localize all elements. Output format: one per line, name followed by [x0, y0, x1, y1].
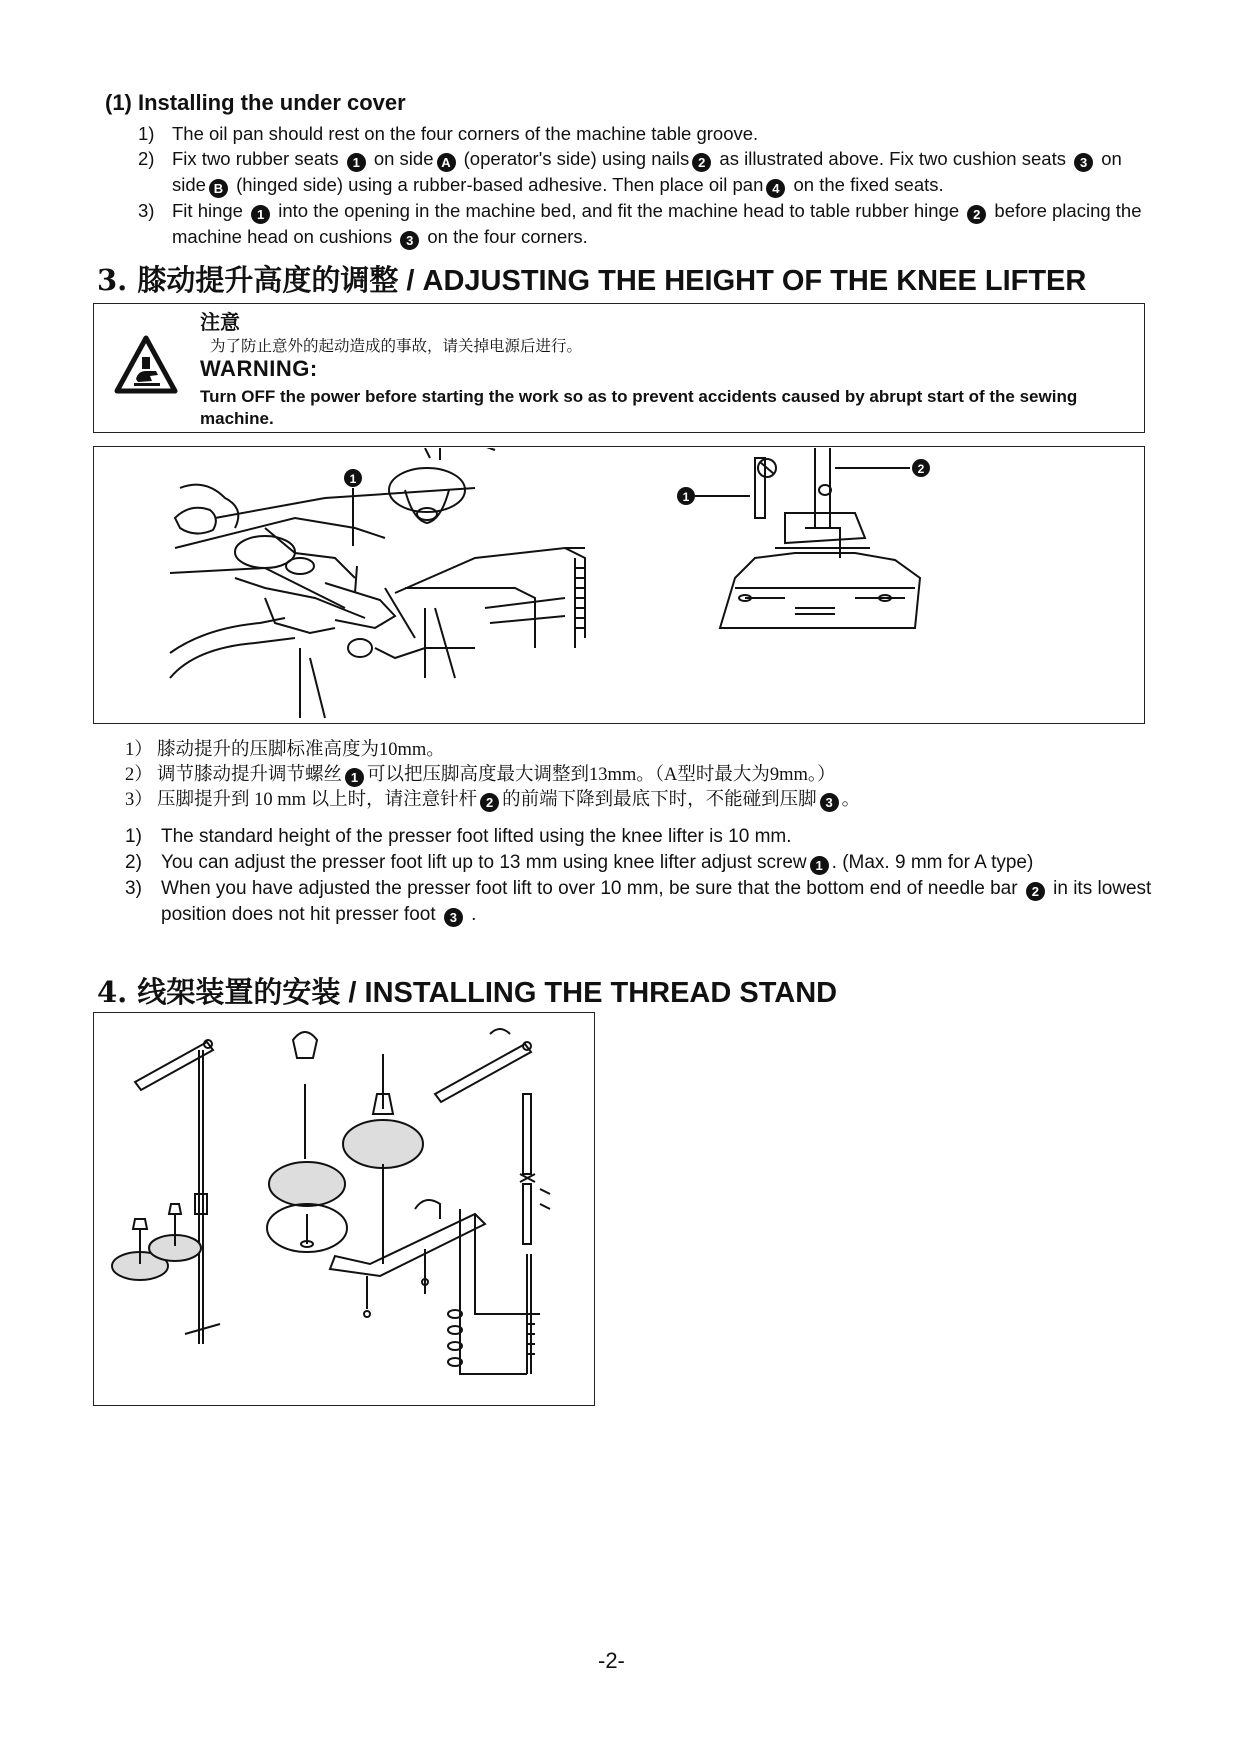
callout-badge: 1: [345, 768, 364, 787]
list-item-text: [157, 788, 860, 813]
callout-badge: 1: [810, 856, 829, 875]
callout-badge: 3: [1074, 153, 1093, 172]
callout-badge: 2: [967, 205, 986, 224]
callout-badge: 3: [820, 793, 839, 812]
text-run: The standard height of the presser foot lifted using the knee lifter is 10 mm.: [161, 826, 792, 847]
text-run: in its lowest position does not hit presser foot: [161, 878, 1152, 925]
knee-lifter-illustration: [95, 448, 1143, 722]
thread-stand-illustration: [95, 1014, 593, 1404]
callout-badge: 1: [347, 153, 366, 172]
text-run: 调节膝动提升调节螺丝: [157, 765, 343, 785]
text-run: 压脚提升到 10 mm 以上时，请注意针杆: [157, 790, 478, 810]
section-1-title: (1) Installing the under cover: [105, 90, 406, 115]
text-run: (hinged side) using a rubber-based adhesive. Then place oil pan: [230, 174, 764, 195]
list-item-text: [161, 876, 1155, 928]
section-3-heading: 3. 膝动提升高度的调整 / ADJUSTING THE HEIGHT OF THE KNEE LIFTER: [97, 263, 1087, 297]
cn-instructions: [125, 738, 1145, 813]
text-run: on side: [368, 148, 434, 169]
list-item: 3) Fit hinge 1 into the opening in the machine bed, and fit the machine head to table rubber hinge 2 before placing the machine head on cushions 3 on the four corners.: [138, 198, 1158, 250]
text-run: 。: [841, 790, 861, 810]
text-run: before placing the machine head on cushions: [172, 200, 1142, 247]
text-run: When you have adjusted the presser foot lift to over 10 mm, be sure that the bottom end of needle bar: [161, 878, 1023, 899]
callout-badge: 3: [444, 908, 463, 927]
callout-badge: B: [209, 179, 228, 198]
list-item: 3) When you have adjusted the presser foot lift to over 10 mm, be sure that the bottom end of needle bar 2 in its lowest position does not hit presser foot 3 .: [125, 876, 1155, 928]
callout-badge: 3: [400, 231, 419, 250]
text-run: You can adjust the presser foot lift up to 13 mm using knee lifter adjust screw: [161, 852, 807, 873]
list-item: 3） 压脚提升到 10 mm 以上时，请注意针杆 2 的前端下降到最底下时，不能碰到压脚 3 。: [125, 788, 1145, 813]
list-item: 1） 膝动提升的压脚标准高度为10mm。: [125, 738, 1145, 763]
callout-badge: A: [437, 153, 456, 172]
list-item: 1) The oil pan should rest on the four corners of the machine table groove.: [138, 121, 1158, 146]
text-run: . (Max. 9 mm for A type): [831, 852, 1034, 873]
list-item-text: [161, 824, 792, 850]
list-item-text: [172, 146, 1158, 198]
text-run: 膝动提升的压脚标准高度为10mm。: [157, 740, 445, 760]
text-run: on the fixed seats.: [788, 174, 944, 195]
warning-cn-text: 为了防止意外的起动造成的事故，请关掉电源后进行。: [210, 337, 583, 355]
text-run: The oil pan should rest on the four corners of the machine table groove.: [172, 123, 759, 144]
callout-badge: 1: [682, 490, 690, 504]
section-1-list: [138, 121, 1158, 250]
hand-crush-warning-icon: [114, 335, 178, 395]
text-run: 的前端下降到最底下时，不能碰到压脚: [502, 790, 817, 810]
warning-en-text: Turn OFF the power before starting the work so as to prevent accidents caused by abrupt start of the sewing machine.: [200, 387, 1078, 428]
text-run: on side: [172, 148, 1122, 195]
callout-badge: 1: [349, 472, 357, 486]
text-run: 可以把压脚高度最大调整到13mm。（A型时最大为9mm。）: [367, 765, 836, 785]
list-item: 2) Fix two rubber seats 1 on side A (operator's side) using nails 2 as illustrated above. Fix two cushion seats 3 on side B (hinged side) using a rubber-based adhesive. Then place oil pan 4 on the fixed seats.: [138, 146, 1158, 198]
list-item: 2) You can adjust the presser foot lift up to 13 mm using knee lifter adjust screw 1 . (Max. 9 mm for A type): [125, 850, 1155, 876]
page-number: -2-: [598, 1648, 625, 1673]
list-item: 1) The standard height of the presser foot lifted using the knee lifter is 10 mm.: [125, 824, 1155, 850]
callout-badge: 2: [1026, 882, 1045, 901]
text-run: (operator's side) using nails: [458, 148, 690, 169]
warning-cn-title: 注意: [200, 310, 240, 334]
callout-badge: 2: [480, 793, 499, 812]
text-run: Fix two rubber seats: [172, 148, 344, 169]
callout-badge: 2: [692, 153, 711, 172]
text-run: .: [465, 904, 477, 925]
text-run: on the four corners.: [422, 226, 588, 247]
list-item-text: [161, 850, 1033, 876]
en-instructions: [125, 824, 1155, 928]
text-run: Fit hinge: [172, 200, 249, 221]
callout-badge: 1: [251, 205, 270, 224]
callout-badge: 4: [766, 179, 785, 198]
list-item-text: [172, 198, 1158, 250]
list-item-text: [157, 738, 445, 763]
text-run: as illustrated above. Fix two cushion seats: [714, 148, 1072, 169]
callout-badge: 2: [917, 462, 925, 476]
section-4-heading: 4. 线架装置的安装 / INSTALLING THE THREAD STAND: [97, 975, 838, 1009]
warning-en-title: WARNING:: [200, 356, 318, 381]
list-item-text: [157, 763, 836, 788]
list-item-text: [172, 121, 1158, 146]
list-item: 2） 调节膝动提升调节螺丝 1 可以把压脚高度最大调整到13mm。（A型时最大为9mm。）: [125, 763, 1145, 788]
text-run: into the opening in the machine bed, and fit the machine head to table rubber hinge: [273, 200, 965, 221]
